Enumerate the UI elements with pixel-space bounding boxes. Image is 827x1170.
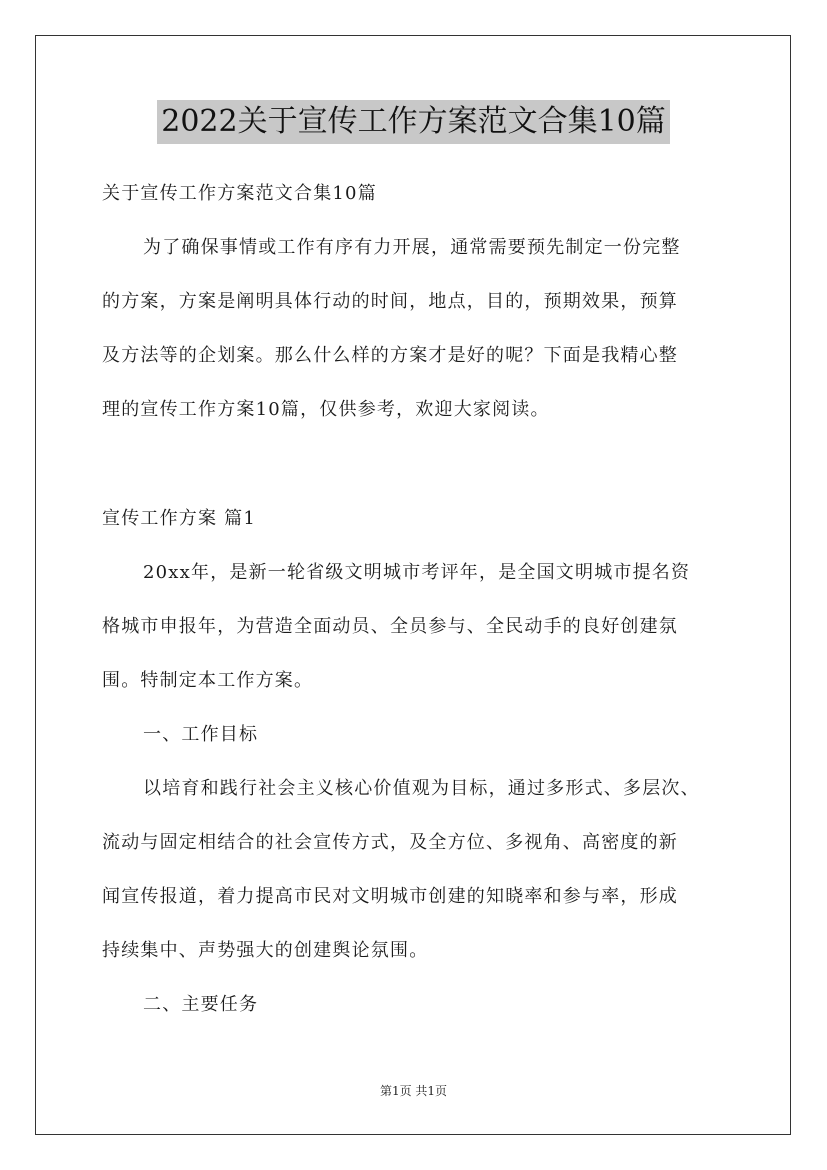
intro-line-1: 为了确保事情或工作有序有力开展，通常需要预先制定一份完整	[143, 237, 681, 258]
goal-para-line-2: 流动与固定相结合的社会宣传方式，及全方位、多视角、高密度的新	[102, 832, 678, 853]
section-para-line-2: 格城市申报年，为营造全面动员、全员参与、全民动手的良好创建氛	[102, 616, 678, 637]
goal-para-line-1: 以培育和践行社会主义核心价值观为目标，通过多形式、多层次、	[143, 778, 700, 799]
title-container	[0, 100, 827, 144]
intro-line-3: 及方法等的企划案。那么什么样的方案才是好的呢？下面是我精心整	[102, 345, 678, 366]
page-footer: 第1页 共1页	[379, 1084, 448, 1098]
document-subtitle: 关于宣传工作方案范文合集10篇	[102, 183, 377, 204]
intro-line-4: 理的宣传工作方案10篇，仅供参考，欢迎大家阅读。	[102, 399, 550, 420]
document-title: 2022关于宣传工作方案范文合集10篇	[157, 100, 670, 144]
section-para-line-3: 围。特制定本工作方案。	[102, 670, 314, 691]
section-para-line-1: 20xx年，是新一轮省级文明城市考评年，是全国文明城市提名资	[143, 562, 691, 583]
tasks-heading: 二、主要任务	[143, 994, 259, 1015]
goal-para-line-3: 闻宣传报道，着力提高市民对文明城市创建的知晓率和参与率，形成	[102, 886, 678, 907]
goal-heading: 一、工作目标	[143, 724, 259, 745]
section-heading: 宣传工作方案 篇1	[102, 508, 256, 529]
goal-para-line-4: 持续集中、声势强大的创建舆论氛围。	[102, 940, 429, 961]
intro-line-2: 的方案，方案是阐明具体行动的时间，地点，目的，预期效果，预算	[102, 291, 678, 312]
